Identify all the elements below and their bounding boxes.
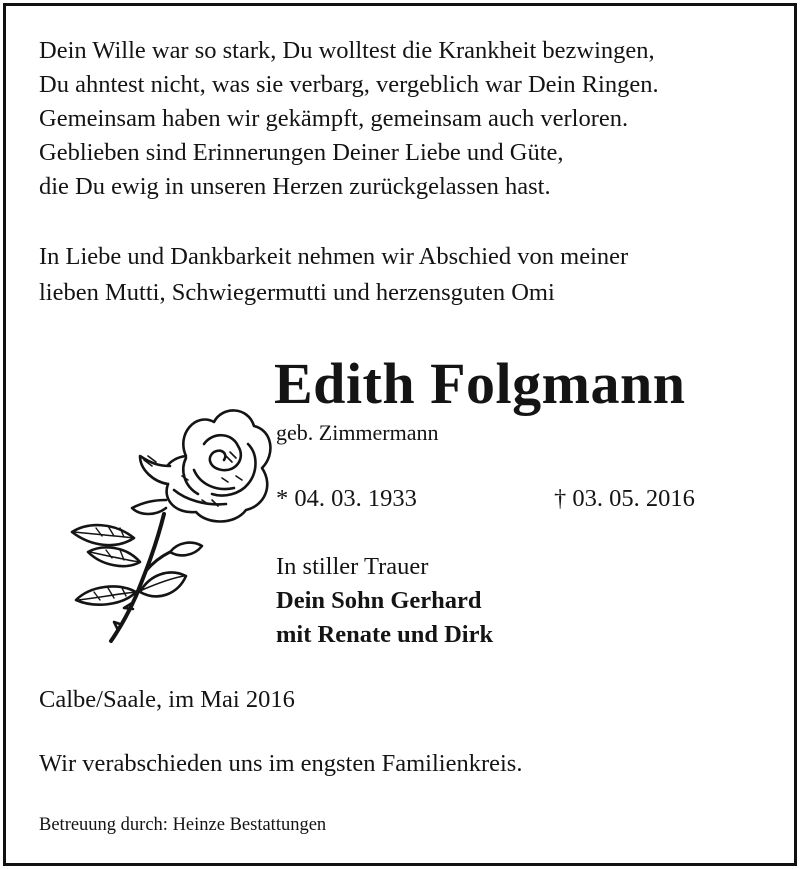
poem-line: Gemeinsam haben wir gekämpft, gemeinsam auch verloren.: [39, 105, 629, 132]
obituary-notice: [3, 3, 797, 866]
intro-line: lieben Mutti, Schwiegermutti und herzensguten Omi: [39, 279, 555, 306]
farewell-intro: [39, 239, 779, 311]
intro-line: In Liebe und Dankbarkeit nehmen wir Abschied von meiner: [39, 243, 629, 270]
deceased-name: Edith Folgmann: [274, 351, 686, 416]
undertaker-credit: Betreuung durch: Heinze Bestattungen: [39, 815, 327, 835]
mourner-line: Dein Sohn Gerhard: [276, 587, 482, 614]
farewell-note: Wir verabschieden uns im engsten Familienkreis.: [39, 750, 523, 777]
place-date: Calbe/Saale, im Mai 2016: [39, 686, 295, 713]
death-date: † 03. 05. 2016: [554, 485, 695, 512]
poem-line: Geblieben sind Erinnerungen Deiner Liebe und Güte,: [39, 139, 564, 166]
poem-line: Dein Wille war so stark, Du wolltest die Krankheit bezwingen,: [39, 37, 655, 64]
mourner-line: mit Renate und Dirk: [276, 621, 494, 648]
rose-icon: [36, 396, 276, 656]
poem: [39, 34, 779, 204]
poem-line: Du ahntest nicht, was sie verbarg, vergeblich war Dein Ringen.: [39, 71, 659, 98]
birth-date: * 04. 03. 1933: [276, 485, 417, 512]
mourners-intro: In stiller Trauer: [276, 553, 429, 580]
maiden-name: geb. Zimmermann: [276, 420, 439, 445]
poem-line: die Du ewig in unseren Herzen zurückgelassen hast.: [39, 173, 551, 200]
mourners-block: [276, 550, 493, 652]
